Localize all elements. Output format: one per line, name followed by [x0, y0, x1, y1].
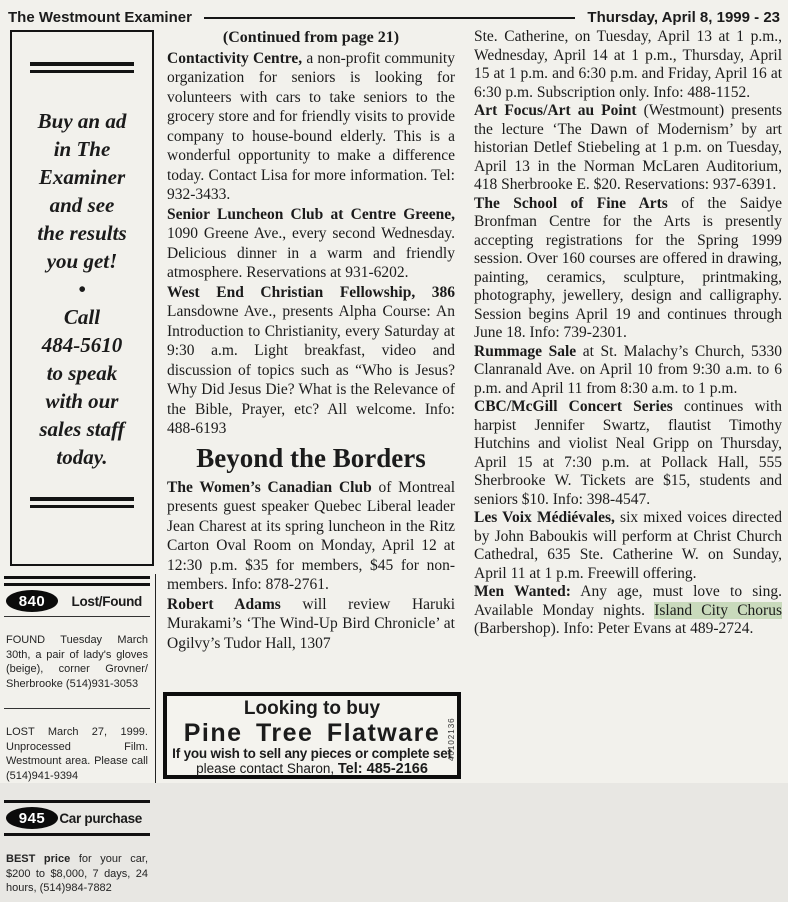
bullet-separator: • — [78, 277, 86, 301]
classified-header-car-purchase — [4, 805, 150, 831]
house-ad-line: the results — [37, 221, 127, 245]
house-ad-line: Buy an ad — [37, 109, 127, 133]
listing-senior-luncheon-club — [167, 205, 455, 283]
house-ad-line: in The — [53, 137, 111, 161]
listing-text: at St. Malachy’s Church, 5330 Clanranald Ave. on April 10 from 9:30 a.m. to 6 p.m. and April 11 from 8:30 a.m. to 1 p.m. — [474, 342, 782, 397]
house-ad-box — [10, 30, 154, 566]
classified-ad-lead: BEST price — [6, 853, 71, 865]
house-ad-line: Call — [63, 305, 101, 329]
listing-text: (Westmount) presents the lecture ‘The Dawn of Modernism’ by art historian Detlef Stiebeling at 1 p.m. on Tuesday, April 13 in the Norman McLaren Auditorium, 418 Sherbrooke E. $20. Reservations: 937-6391. — [474, 102, 782, 193]
continued-note: (Continued from page 21) — [222, 29, 400, 46]
listing-west-end-fellowship — [167, 283, 455, 439]
listing-robert-adams — [167, 595, 455, 654]
paper-name: The Westmount Examiner — [8, 8, 192, 26]
listing-text: will review Haruki Murakami’s ‘The Wind-Up Bird Chronicle’ at Ogilvy’s Tudor Hall, 1307 — [167, 595, 455, 652]
listing-text: (Barbershop). Info: Peter Evans at 489-2724. — [474, 620, 754, 637]
flatware-ad-phone: Tel: 485-2166 — [337, 761, 428, 777]
classified-ad-lost: LOST March 27, 1999. Unprocessed Film. Westmount area. Please call (514)941-9394 — [6, 726, 148, 782]
listing-text: 1090 Greene Ave., every second Wednesday. Delicious dinner in a warm and friendly atmosphere. Reservations at 931-6202. — [167, 225, 455, 281]
category-code-badge: 840 — [6, 590, 58, 612]
flatware-ad-kicker: Looking to buy — [243, 698, 381, 719]
house-ad-line: Examiner — [38, 165, 126, 189]
listing-text: Any age, must love to sing. Available Monday nights. — [474, 583, 782, 619]
house-ad-line: and see — [49, 193, 115, 217]
listing-text: a non-profit community organization for seniors is looking for volunteers with cars to take seniors to the grocery store and for friendly visits to provide company to house-bound elderly. This is a wonderful opportunity to make a difference today. Contact Lisa for more information. Tel: 932-3433. — [167, 49, 455, 203]
listing-text: Ste. Catherine, on Tuesday, April 13 at 1 p.m., Wednesday, April 14 at 1 p.m., Thursday, April 15 at 1 p.m. and 6:30 p.m. and Friday, April 16 at 6:30 p.m. Subscription only. Info: 488-1152. — [474, 28, 782, 101]
classified-rule — [4, 833, 150, 836]
listing-lead: Art Focus/Art au Point — [474, 102, 637, 119]
category-label: Lost/Found — [71, 593, 142, 609]
listing-text: of Montreal presents guest speaker Quebec Liberal leader Jean Charest at its spring luncheon in the Ritz Carton Oval Room on Monday, April 12 at 12:30 p.m. $35 for members, $45 for non-members. Info: 878-2761. — [167, 478, 455, 593]
listing-lead: West End Christian Fellowship, 386 — [167, 283, 455, 301]
listing-les-voix-medievales — [474, 509, 782, 583]
listing-text: six mixed voices directed by John Baboukis will perform at Christ Church Cathedral, 635 Ste. Catherine W. on Sunday, April 11 at 1 p.m. Freewill offering. — [474, 509, 782, 582]
listing-contactivity-centre — [167, 49, 455, 205]
house-ad-line: with our — [45, 389, 119, 413]
house-ad-line: to speak — [46, 361, 118, 385]
listing-lead: Rummage Sale — [474, 342, 577, 360]
house-ad-text — [12, 107, 152, 471]
flatware-ad-box — [163, 692, 461, 779]
classified-ad-text: for your car, $200 to $8,000, 7 days, 24 hours, (514)984-7882 — [6, 853, 148, 894]
masthead-rule — [204, 17, 575, 19]
ad-tracking-code: 40102136 — [447, 717, 456, 761]
category-label: Car purchase — [59, 810, 142, 826]
listing-art-focus — [474, 102, 782, 195]
listing-text: of the Saidye Bronfman Centre for the Arts is presently accepting registrations for the Spring 1999 session. Over 160 courses are offered in drawing, painting, ceramics, sculpture, printmaking, photography, jewellery, design and calligraphy. Session begins April 19 and continues through June 18. Info: 739-2301. — [474, 194, 782, 341]
listing-men-wanted — [474, 583, 782, 639]
classifieds-column — [4, 574, 156, 894]
flatware-ad-body: If you wish to sell any pieces or complete set — [172, 746, 452, 761]
listing-cbc-mcgill-concert — [474, 398, 782, 509]
masthead — [8, 6, 780, 28]
house-ad-top-rule — [30, 62, 134, 73]
middle-column — [167, 28, 455, 688]
classified-rule — [4, 800, 150, 803]
classified-rule — [4, 708, 150, 709]
listing-rummage-sale — [474, 343, 782, 399]
classified-ad-best-price — [4, 847, 150, 902]
listing-lead: Robert Adams — [167, 595, 281, 613]
right-column — [474, 28, 782, 776]
listing-lead: The Women’s Canadian Club — [167, 478, 372, 496]
listing-text: Lansdowne Ave., presents Alpha Course: An Introduction to Christianity, every Saturday at 9:30 a.m. Light breakfast, video and discussion of topics such as “Who is Jesus? Why Did Jesus Die? What is the Relevance of the Bible, Prayer, etc? All welcome. Info: 488-6193 — [167, 303, 455, 437]
section-heading-beyond-the-borders: Beyond the Borders — [196, 442, 426, 473]
listing-lead: Contactivity Centre, — [167, 49, 303, 67]
listing-school-of-fine-arts — [474, 195, 782, 343]
category-code-badge: 945 — [6, 807, 58, 829]
listing-lead: CBC/McGill Concert Series — [474, 398, 673, 415]
listing-continuation — [474, 28, 782, 102]
flatware-ad-contact-text: please contact Sharon, — [196, 761, 338, 776]
house-ad-line: today. — [56, 445, 108, 469]
house-ad-line: you get! — [46, 249, 118, 273]
house-ad-bottom-rule — [30, 497, 134, 508]
issue-date: Thursday, April 8, 1999 - 23 — [587, 8, 780, 26]
listing-lead: Senior Luncheon Club at Centre Greene, — [167, 205, 455, 223]
classified-header-lost-found — [4, 588, 150, 614]
house-ad-line: sales staff — [39, 417, 125, 441]
house-ad-phone: 484-5610 — [41, 333, 123, 357]
listing-womens-canadian-club — [167, 478, 455, 595]
flatware-ad-contact — [167, 761, 457, 777]
search-highlight: Island City Chorus — [654, 601, 782, 619]
flatware-ad-title: Pine Tree Flatware — [183, 719, 441, 747]
listing-lead: Men Wanted: — [474, 583, 571, 600]
classified-ad-found: FOUND Tuesday March 30th, a pair of lady's gloves (beige), corner Grovner/ Sherbrooke (514)931-3053 — [6, 634, 148, 690]
listing-lead: Les Voix Médiévales, — [474, 509, 615, 526]
classified-rule — [4, 616, 150, 617]
listing-text: continues with harpist Jennifer Swartz, flautist Timothy Hutchins and violist Neal Gripp on Thursday, April 15 at 7:30 p.m. at Pollack Hall, 555 Sherbrooke W. Tickets are $15, students and seniors $10. Info: 398-4547. — [474, 398, 782, 508]
listing-lead: The School of Fine Arts — [474, 194, 668, 212]
classified-rule — [4, 576, 150, 586]
